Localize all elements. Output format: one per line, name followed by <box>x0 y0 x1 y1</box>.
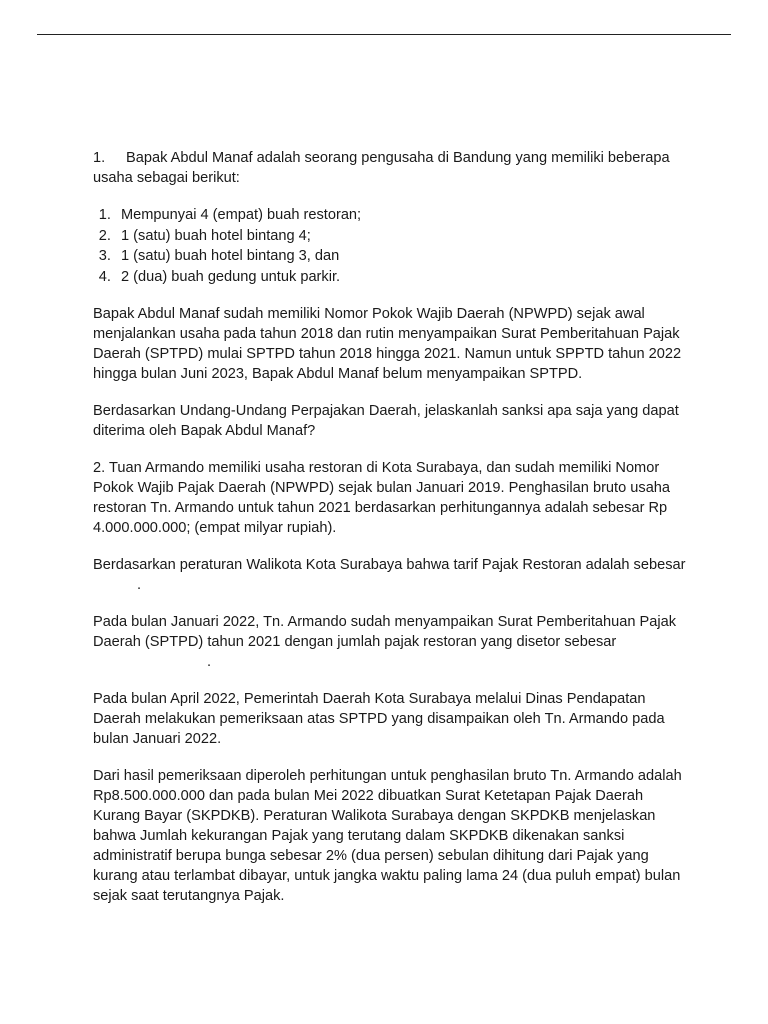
question-1-number: 1. <box>93 150 106 166</box>
question-1-paragraph: Bapak Abdul Manaf sudah memiliki Nomor Pokok Wajib Daerah (NPWPD) sejak awal menjalankan usaha pada tahun 2018 dan rutin menyampaikan Surat Pemberitahuan Pajak Daerah (SPTPD) mulai SPTPD tahun 2018 hingga 2021. Namun untuk SPPTD tahun 2022 hingga bulan Juni 2023, Bapak Abdul Manaf belum menyampaikan SPTPD. <box>93 306 682 382</box>
document-body <box>93 148 693 906</box>
question-1-question: Berdasarkan Undang-Undang Perpajakan Daerah, jelaskanlah sanksi apa saja yang dapat diterima oleh Bapak Abdul Manaf? <box>93 403 679 439</box>
list-item: 1. Mempunyai 4 (empat) buah restoran; <box>115 205 693 226</box>
list-item: 3. 1 (satu) buah hotel bintang 3, dan <box>115 246 693 267</box>
january-end: . <box>207 654 212 670</box>
question-2-result: Dari hasil pemeriksaan diperoleh perhitungan untuk penghasilan bruto Tn. Armando adalah Rp8.500.000.000 dan pada bulan Mei 2022 dibuatkan Surat Ketetapan Pajak Daerah Kurang Bayar (SKPDKB). Peraturan Walikota Surabaya dengan SKPDKB menjelaskan bahwa Jumlah kekurangan Pajak yang terutang dalam SKPDKB dikenakan sanksi administratif berupa bunga sebesar 2% (dua persen) sebulan dihitung dari Pajak yang kurang atau terlambat dibayar, untuk jangka waktu paling lama 24 (dua puluh empat) bulan sejak saat terutangnya Pajak. <box>93 768 682 904</box>
question-2-april: Pada bulan April 2022, Pemerintah Daerah Kota Surabaya melalui Dinas Pendapatan Daerah melakukan pemeriksaan atas SPTPD yang disampaikan oleh Tn. Armando pada bulan Januari 2022. <box>93 691 665 747</box>
january-text: Pada bulan Januari 2022, Tn. Armando sudah menyampaikan Surat Pemberitahuan Pajak Daerah (SPTPD) tahun 2021 dengan jumlah pajak restoran yang disetor sebesar <box>93 614 677 650</box>
question-1-intro <box>93 148 693 188</box>
business-list <box>93 205 693 287</box>
tariff-end: . <box>137 577 142 593</box>
question-1-intro-text: Bapak Abdul Manaf adalah seorang pengusaha di Bandung yang memiliki beberapa usaha sebagai berikut: <box>93 150 670 186</box>
question-2-tariff <box>93 555 693 595</box>
question-2-intro: 2. Tuan Armando memiliki usaha restoran di Kota Surabaya, dan sudah memiliki Nomor Pokok Wajib Pajak Daerah (NPWPD) sejak bulan Januari 2019. Penghasilan bruto usaha restoran Tn. Armando untuk tahun 2021 berdasarkan perhitungannya adalah sebesar Rp 4.000.000.000; (empat milyar rupiah). <box>93 460 671 536</box>
tariff-text: Berdasarkan peraturan Walikota Kota Surabaya bahwa tarif Pajak Restoran adalah sebesar <box>93 557 686 573</box>
header-rule <box>37 34 731 35</box>
list-item: 4. 2 (dua) buah gedung untuk parkir. <box>115 267 693 288</box>
question-2-january <box>93 612 693 672</box>
list-item: 2. 1 (satu) buah hotel bintang 4; <box>115 226 693 247</box>
